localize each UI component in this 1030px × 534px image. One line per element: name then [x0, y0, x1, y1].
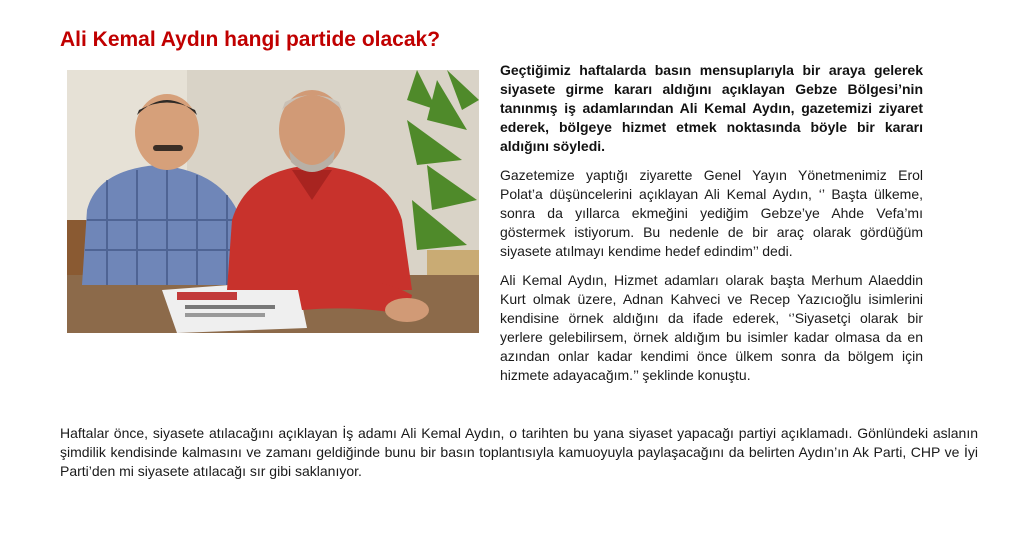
article-paragraph: Ali Kemal Aydın, Hizmet adamları olarak başta Merhum Alaeddin Kurt olmak üzere, Adnan Kahveci ve Recep Yazıcıoğlu isimlerini kendisine örnek aldığını da ifade ederek, ‘’Siyasetçi olarak bir yerlere gelebilirsem, örnek aldığım bu isimler kadar olmasa da en azından onlar kadar kendimi önce ülkem sonra da bölgem için hizmete adayacağım.’’ şeklinde konuştu.: [500, 272, 923, 383]
article-side-column: [500, 61, 923, 395]
article-paragraph-bottom: Haftalar önce, siyasete atılacağını açıklayan İş adamı Ali Kemal Aydın, o tarihten bu yana siyaset yapacağı partiyi açıklamadı. Gönlündeki aslanın şimdilik kendisinde kalmasını ve zamanı geldiğinde bunu bir basın toplantısıyla kamuoyuyla paylaşacağını da belirten Aydın’ın Ak Parti, CHP ve İyi Parti’den mi siyasete atılacağı sır gibi saklanıyor.: [60, 425, 978, 479]
article-headline: Ali Kemal Aydın hangi partide olacak?: [60, 28, 441, 51]
article-paragraph: Gazetemize yaptığı ziyarette Genel Yayın Yönetmenimiz Erol Polat’a düşüncelerini açıklayan Ali Kemal Aydın, ‘’ Başta ülkeme, sonra da yıllarca ekmeğini yediğim Gebze’ye Ahde Vefa’mı göstermek istiyorum. Bu nedenle de bir araç olarak gördüğüm siyasete atılmayı kendime hedef edindim’’ dedi.: [500, 167, 923, 259]
article-lead: Geçtiğimiz haftalarda basın mensuplarıyla bir araya gelerek siyasete girme kararı aldığını açıklayan Gebze Bölgesi’nin tanınmış iş adamlarından Ali Kemal Aydın, gazetemizi ziyaret ederek, bölgeye hizmet etmek noktasında böyle bir kararı aldığını söyledi.: [500, 62, 923, 154]
article-photo: [67, 70, 479, 333]
